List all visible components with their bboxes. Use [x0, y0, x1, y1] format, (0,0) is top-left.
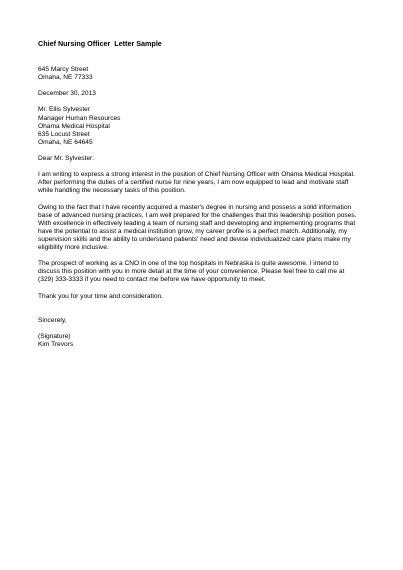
recipient-organization: Ohama Medical Hospital: [38, 122, 110, 130]
paragraph-line: With excellence in effectively leading a team of nursing staff and developing and implementing programs that: [38, 219, 356, 227]
signature-block: [38, 333, 368, 349]
sender-city: Omaha, NE 77333: [38, 74, 93, 82]
paragraph-line: discuss this position with you in more detail at the time of your convenience. Please feel free to call me at: [38, 268, 345, 276]
recipient-title: Manager Human Resources: [38, 114, 121, 122]
paragraph-line: I am writing to express a strong interest in the position of Chief Nursing Officer with Ohama Medical Hospital.: [38, 171, 355, 179]
paragraph-line: After performing the duties of a certified nurse for nine years, I am now equipped to lead and motivate staff: [38, 179, 349, 187]
recipient-city: Omaha, NE 64645: [38, 138, 93, 146]
paragraph-line: The prospect of working as a CNO in one of the top hospitals in Nebraska is quite awesome. I intend to: [38, 260, 339, 268]
paragraph-line: have the potential to assist a medical institution grow, my career profile is a perfect match. Additionally, my: [38, 227, 348, 235]
paragraph-line: Thank you for your time and consideration.: [38, 292, 163, 300]
sender-street: 645 Marcy Street: [38, 66, 89, 73]
paragraph-3: [38, 260, 368, 284]
paragraph-line: while handling the necessary tasks of this position.: [38, 187, 186, 195]
paragraph-line: (329) 333-3333 if you need to contact me before we have opportunity to meet.: [38, 276, 266, 284]
paragraph-line: eligibility more inclusive.: [38, 244, 109, 252]
document-title: Chief Nursing Officer Letter Sample: [38, 39, 162, 48]
recipient-street: 635 Locust Street: [38, 130, 90, 138]
recipient-name: Mr. Ellis Sylvester: [38, 106, 91, 114]
letter-date: [38, 90, 368, 98]
paragraph-4: [38, 293, 368, 301]
paragraph-2: [38, 204, 368, 253]
salutation: [38, 155, 368, 163]
signer-name: Kim Trevors: [38, 341, 74, 348]
salutation-text: Dear Mr. Sylvester:: [38, 155, 95, 163]
paragraph-line: supervision skills and the ability to understand patients' need and devise individualized care plans make my: [38, 235, 351, 243]
letter-body: [38, 39, 368, 357]
closing: [38, 317, 368, 325]
paragraph-line: base of advanced nursing practices, I am well prepared for the challenges that this leadership position poses.: [38, 211, 357, 219]
date-text: December 30, 2013: [38, 90, 96, 98]
paragraph-1: [38, 171, 368, 195]
paragraph-line: Owing to the fact that I have recently acquired a master's degree in nursing and possess a solid information: [38, 203, 352, 211]
sender-address: [38, 66, 368, 82]
signature-text: (Signature): [38, 332, 71, 340]
recipient-address: [38, 106, 368, 146]
closing-text: Sincerely,: [38, 316, 67, 324]
